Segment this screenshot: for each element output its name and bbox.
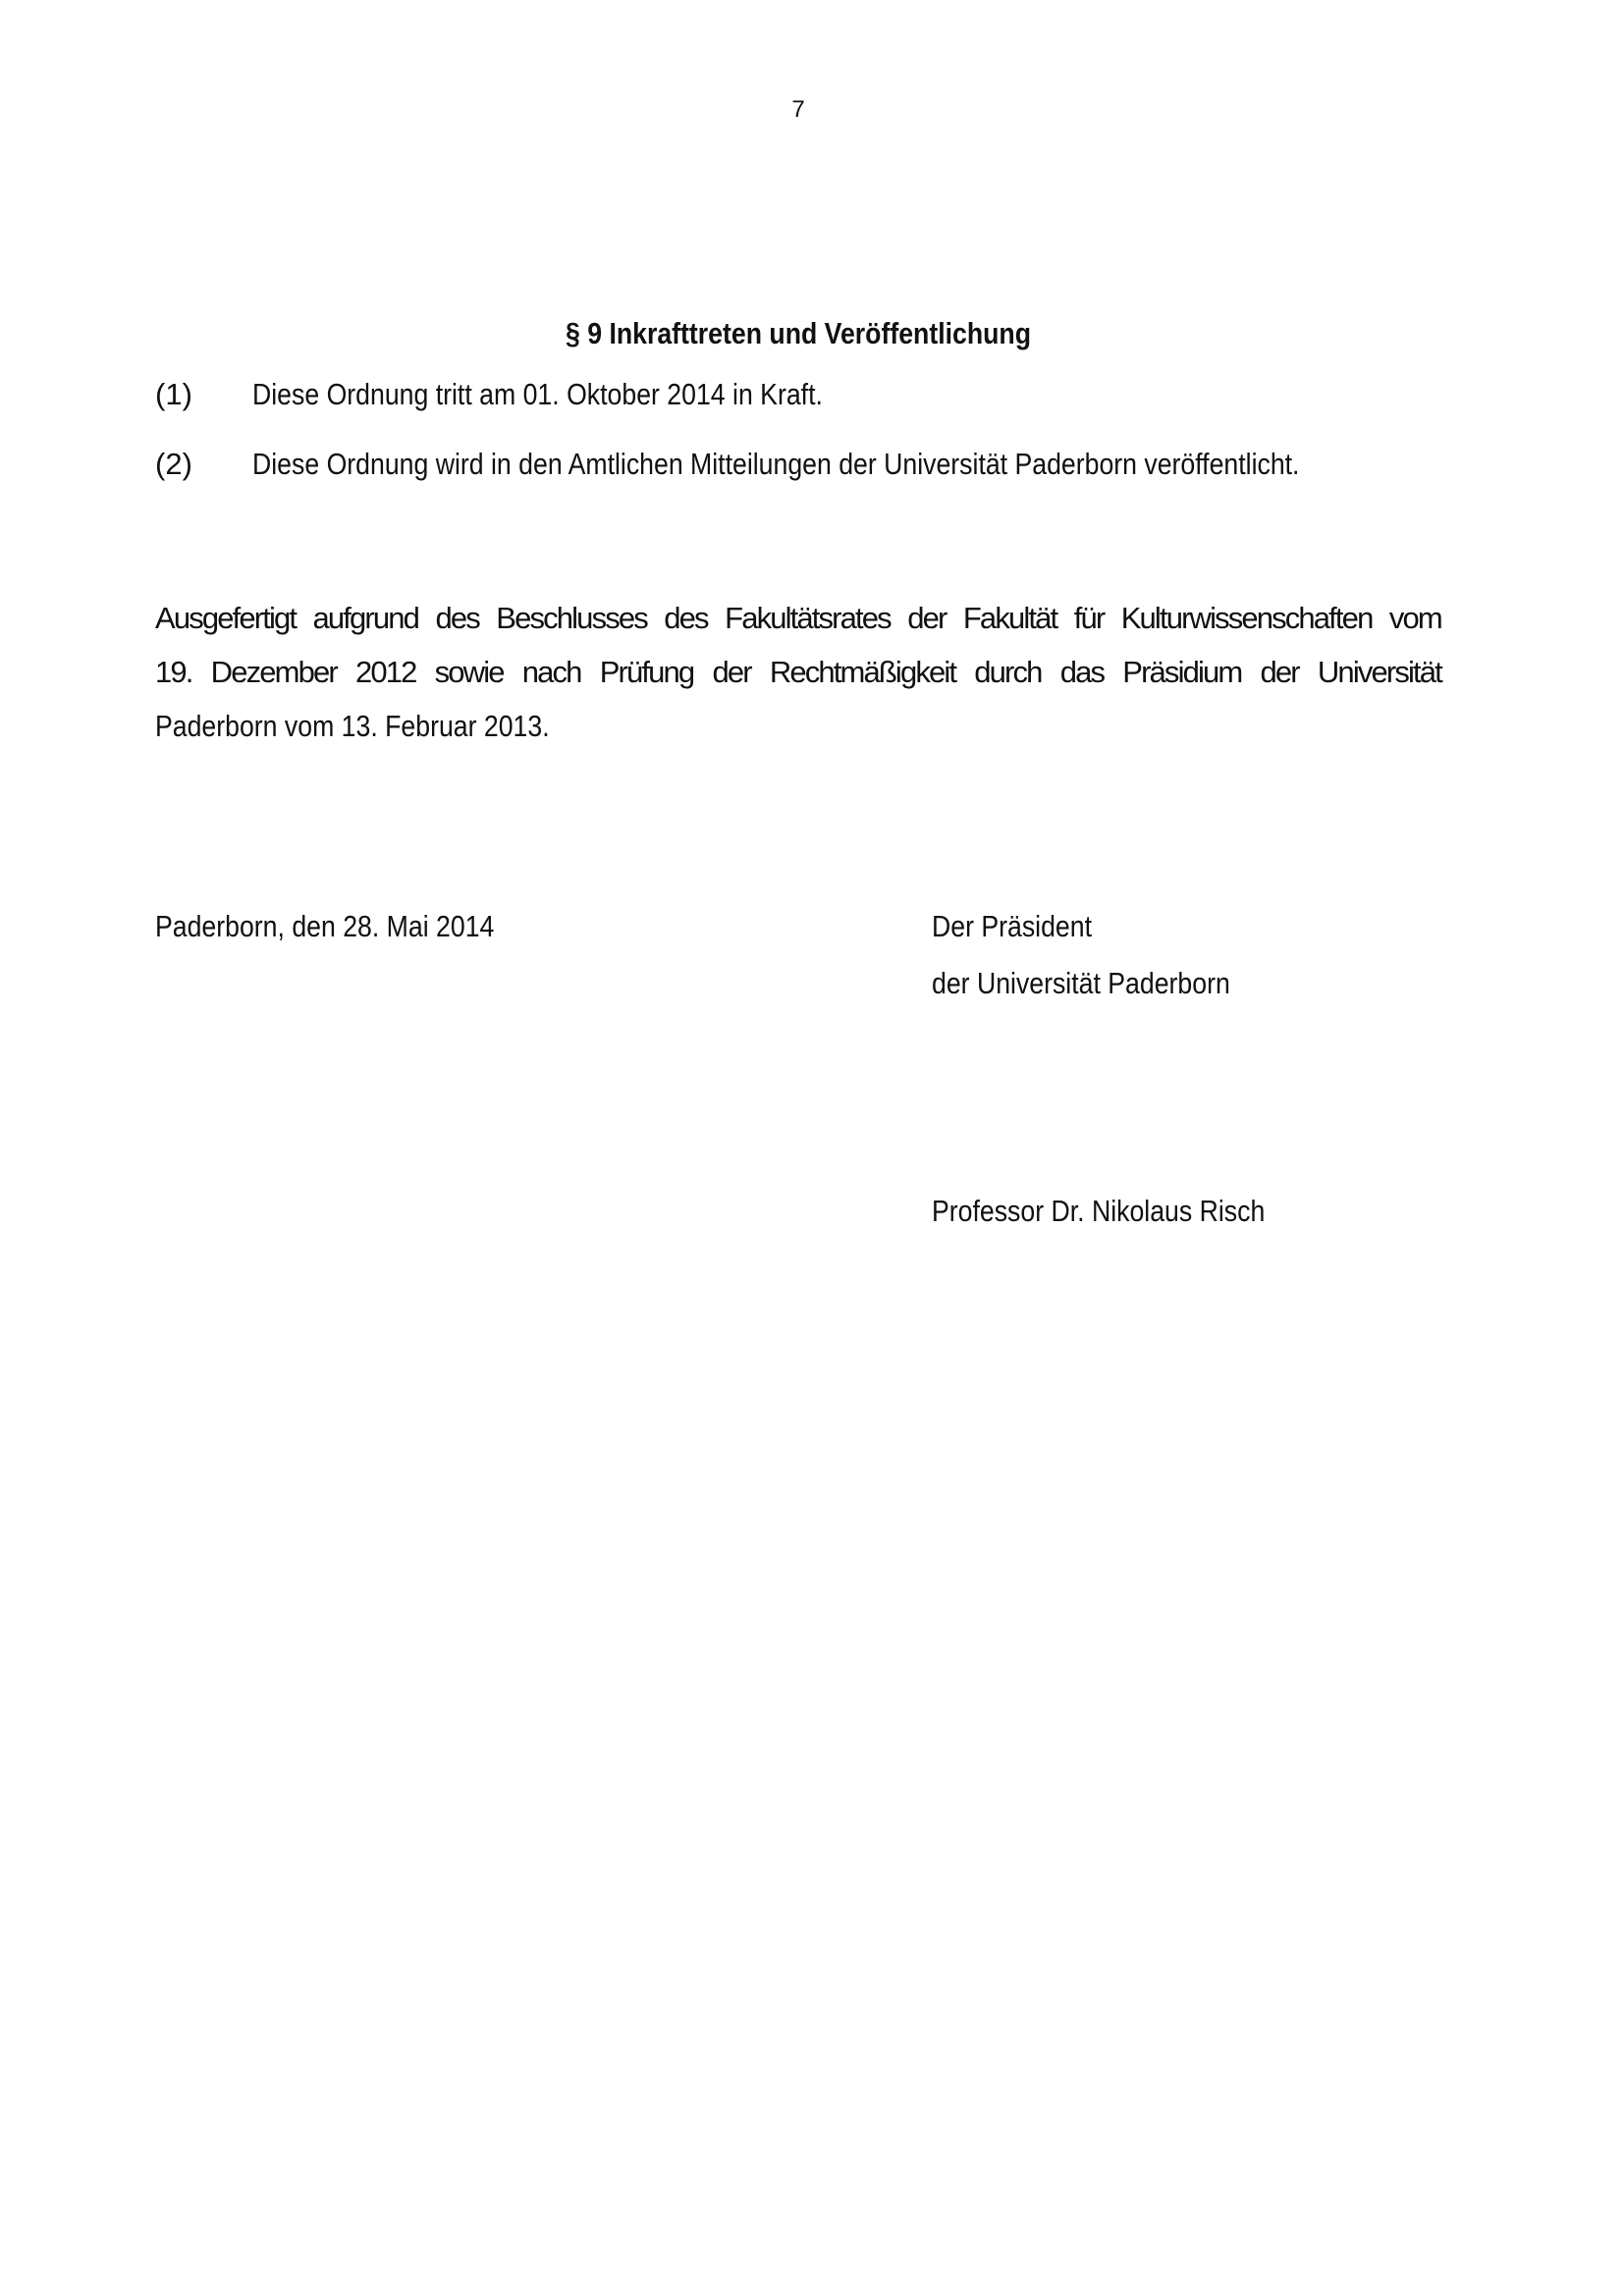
resolution-line: Paderborn vom 13. Februar 2013. [155, 709, 550, 743]
signatory-name: Professor Dr. Nikolaus Risch [932, 1194, 1266, 1228]
page-number: 7 [791, 96, 805, 123]
signatory-role: Der Präsident [932, 909, 1092, 943]
paragraph-number: (2) [155, 447, 192, 481]
place-date: Paderborn, den 28. Mai 2014 [155, 909, 495, 943]
paragraph-text: Diese Ordnung tritt am 01. Oktober 2014 in Kraft. [252, 377, 823, 411]
resolution-line: Ausgefertigt aufgrund des Beschlusses des Fakultätsrates der Fakultät für Kulturwissenschaften vom [155, 601, 1441, 635]
section-heading: § 9 Inkrafttreten und Veröffentlichung [565, 316, 1032, 350]
paragraph-number: (1) [155, 377, 192, 411]
signatory-institution: der Universität Paderborn [932, 966, 1230, 1000]
resolution-line: 19. Dezember 2012 sowie nach Prüfung der Rechtmäßigkeit durch das Präsidium der Universität [155, 655, 1441, 689]
paragraph-text: Diese Ordnung wird in den Amtlichen Mitteilungen der Universität Paderborn veröffentlicht. [252, 447, 1300, 481]
